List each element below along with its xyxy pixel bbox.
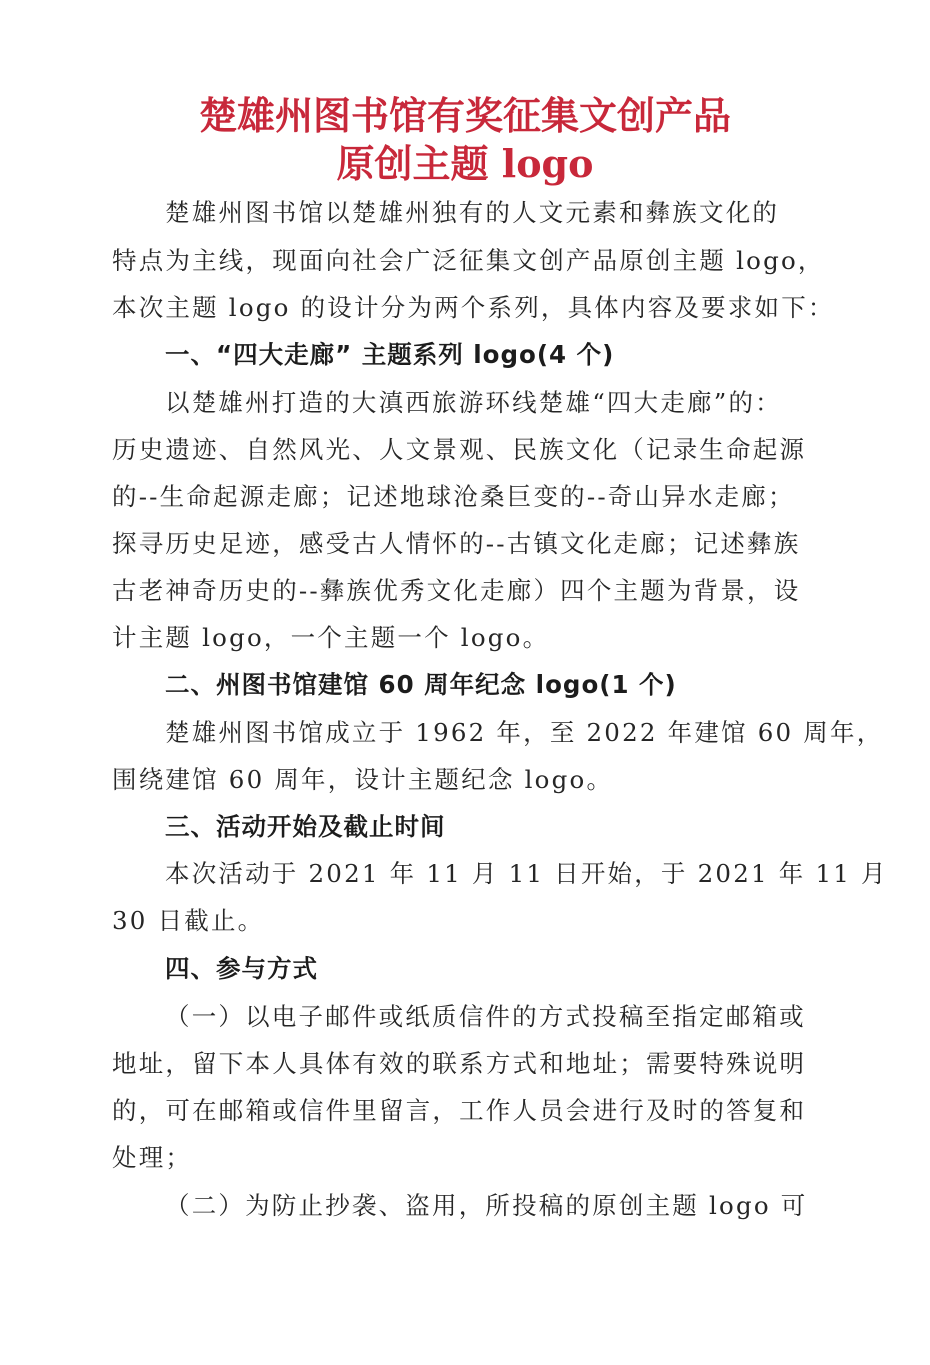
section3-line: 本次活动于 2021 年 11 月 11 日开始，于 2021 年 11 月 <box>165 859 888 888</box>
section-heading-1: 一、“四大走廊” 主题系列 logo(4 个) <box>165 340 615 369</box>
section1-line: 的--生命起源走廊；记述地球沧桑巨变的--奇山异水走廊； <box>112 482 795 511</box>
section1-line: 历史遗迹、自然风光、人文景观、民族文化（记录生命起源 <box>112 435 807 464</box>
document-title-line-1: 楚雄州图书馆有奖征集文创产品 <box>198 93 731 138</box>
section-heading-3: 三、活动开始及截止时间 <box>165 812 446 841</box>
intro-line: 本次主题 logo 的设计分为两个系列，具体内容及要求如下： <box>112 293 835 322</box>
section1-line: 探寻历史足迹，感受古人情怀的--古镇文化走廊；记述彝族 <box>112 529 801 558</box>
intro-line: 楚雄州图书馆以楚雄州独有的人文元素和彝族文化的 <box>165 198 780 227</box>
section2-line: 楚雄州图书馆成立于 1962 年，至 2022 年建馆 60 周年， <box>165 718 884 747</box>
section4-line: 地址，留下本人具体有效的联系方式和地址；需要特殊说明 <box>112 1049 807 1078</box>
section4-line: （一）以电子邮件或纸质信件的方式投稿至指定邮箱或 <box>165 1002 806 1031</box>
section2-line: 围绕建馆 60 周年，设计主题纪念 logo。 <box>112 765 614 794</box>
section4-line: （二）为防止抄袭、盗用，所投稿的原创主题 logo 可 <box>165 1191 808 1220</box>
section1-line: 以楚雄州打造的大滇西旅游环线楚雄“四大走廊”的： <box>165 388 782 417</box>
section-heading-2: 二、州图书馆建馆 60 周年纪念 logo(1 个) <box>165 670 677 699</box>
section4-line: 的，可在邮箱或信件里留言，工作人员会进行及时的答复和 <box>112 1096 807 1125</box>
section1-line: 古老神奇历史的--彝族优秀文化走廊）四个主题为背景，设 <box>112 576 801 605</box>
intro-line: 特点为主线，现面向社会广泛征集文创产品原创主题 logo， <box>112 246 825 275</box>
section4-line: 处理； <box>112 1143 193 1172</box>
document-title-line-2: 原创主题 logo <box>336 141 594 186</box>
section3-line: 30 日截止。 <box>112 906 265 935</box>
section1-line: 计主题 logo，一个主题一个 logo。 <box>112 623 550 652</box>
section-heading-4: 四、参与方式 <box>165 954 318 983</box>
